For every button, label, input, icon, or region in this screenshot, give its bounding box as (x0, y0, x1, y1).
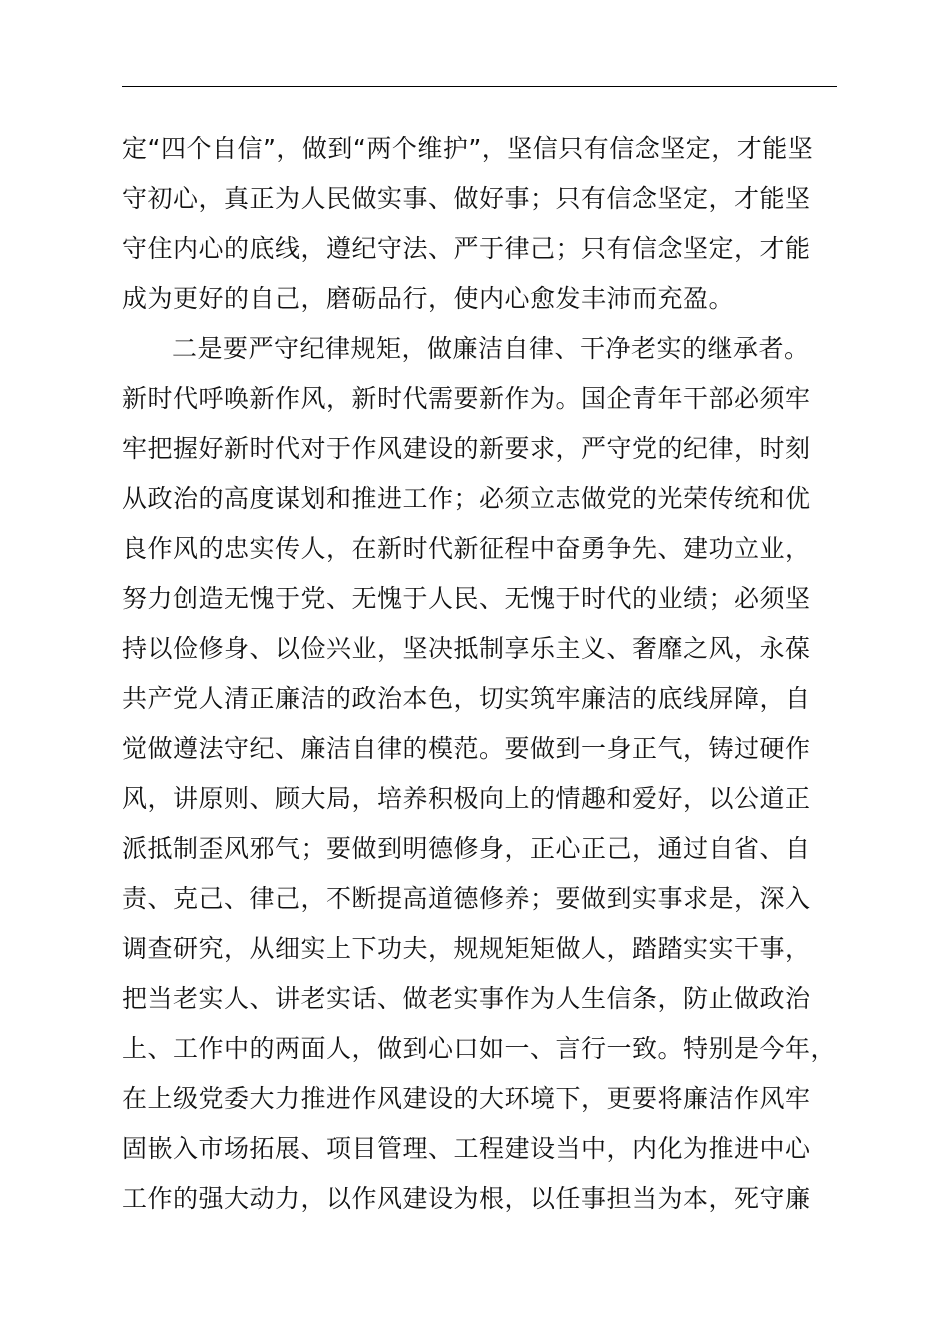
text-line: 努力创造无愧于党、无愧于人民、无愧于时代的业绩；必须坚 (122, 584, 811, 613)
text-line: 共产党人清正廉洁的政治本色，切实筑牢廉洁的底线屏障，自 (122, 684, 811, 713)
text-line: 新时代呼唤新作风，新时代需要新作为。国企青年干部必须牢 (122, 384, 811, 413)
text-line: 定“四个自信”，做到“两个维护”，坚信只有信念坚定，才能坚 (122, 134, 814, 163)
text-line: 持以俭修身、以俭兴业，坚决抵制享乐主义、奢靡之风，永葆 (122, 634, 811, 663)
paragraph-1 (122, 124, 862, 324)
text-line: 在上级党委大力推进作风建设的大环境下，更要将廉洁作风牢 (122, 1084, 811, 1113)
text-line: 二是要严守纪律规矩，做廉洁自律、干净老实的继承者。 (172, 334, 810, 363)
text-line: 守住内心的底线，遵纪守法、严于律己；只有信念坚定，才能 (122, 234, 811, 263)
text-line: 上、工作中的两面人，做到心口如一、言行一致。特别是今年， (122, 1034, 837, 1063)
text-line: 风，讲原则、顾大局，培养积极向上的情趣和爱好，以公道正 (122, 784, 811, 813)
text-line: 从政治的高度谋划和推进工作；必须立志做党的光荣传统和优 (122, 484, 811, 513)
text-line: 固嵌入市场拓展、项目管理、工程建设当中，内化为推进中心 (122, 1134, 811, 1163)
text-line: 工作的强大动力，以作风建设为根，以任事担当为本，死守廉 (122, 1184, 811, 1213)
header-rule (122, 86, 837, 87)
document-body (122, 124, 862, 1224)
text-line: 调查研究，从细实上下功夫，规规矩矩做人，踏踏实实干事， (122, 934, 811, 963)
text-line: 成为更好的自己，磨砺品行，使内心愈发丰沛而充盈。 (122, 284, 735, 313)
text-line: 责、克己、律己，不断提高道德修养；要做到实事求是，深入 (122, 884, 811, 913)
text-line: 觉做遵法守纪、廉洁自律的模范。要做到一身正气，铸过硬作 (122, 734, 811, 763)
text-line: 良作风的忠实传人，在新时代新征程中奋勇争先、建功立业， (122, 534, 811, 563)
text-line: 把当老实人、讲老实话、做老实事作为人生信条，防止做政治 (122, 984, 811, 1013)
paragraph-2 (122, 324, 862, 1224)
text-line: 派抵制歪风邪气；要做到明德修身，正心正己，通过自省、自 (122, 834, 811, 863)
text-line: 牢把握好新时代对于作风建设的新要求，严守党的纪律，时刻 (122, 434, 811, 463)
text-line: 守初心，真正为人民做实事、做好事；只有信念坚定，才能坚 (122, 184, 811, 213)
